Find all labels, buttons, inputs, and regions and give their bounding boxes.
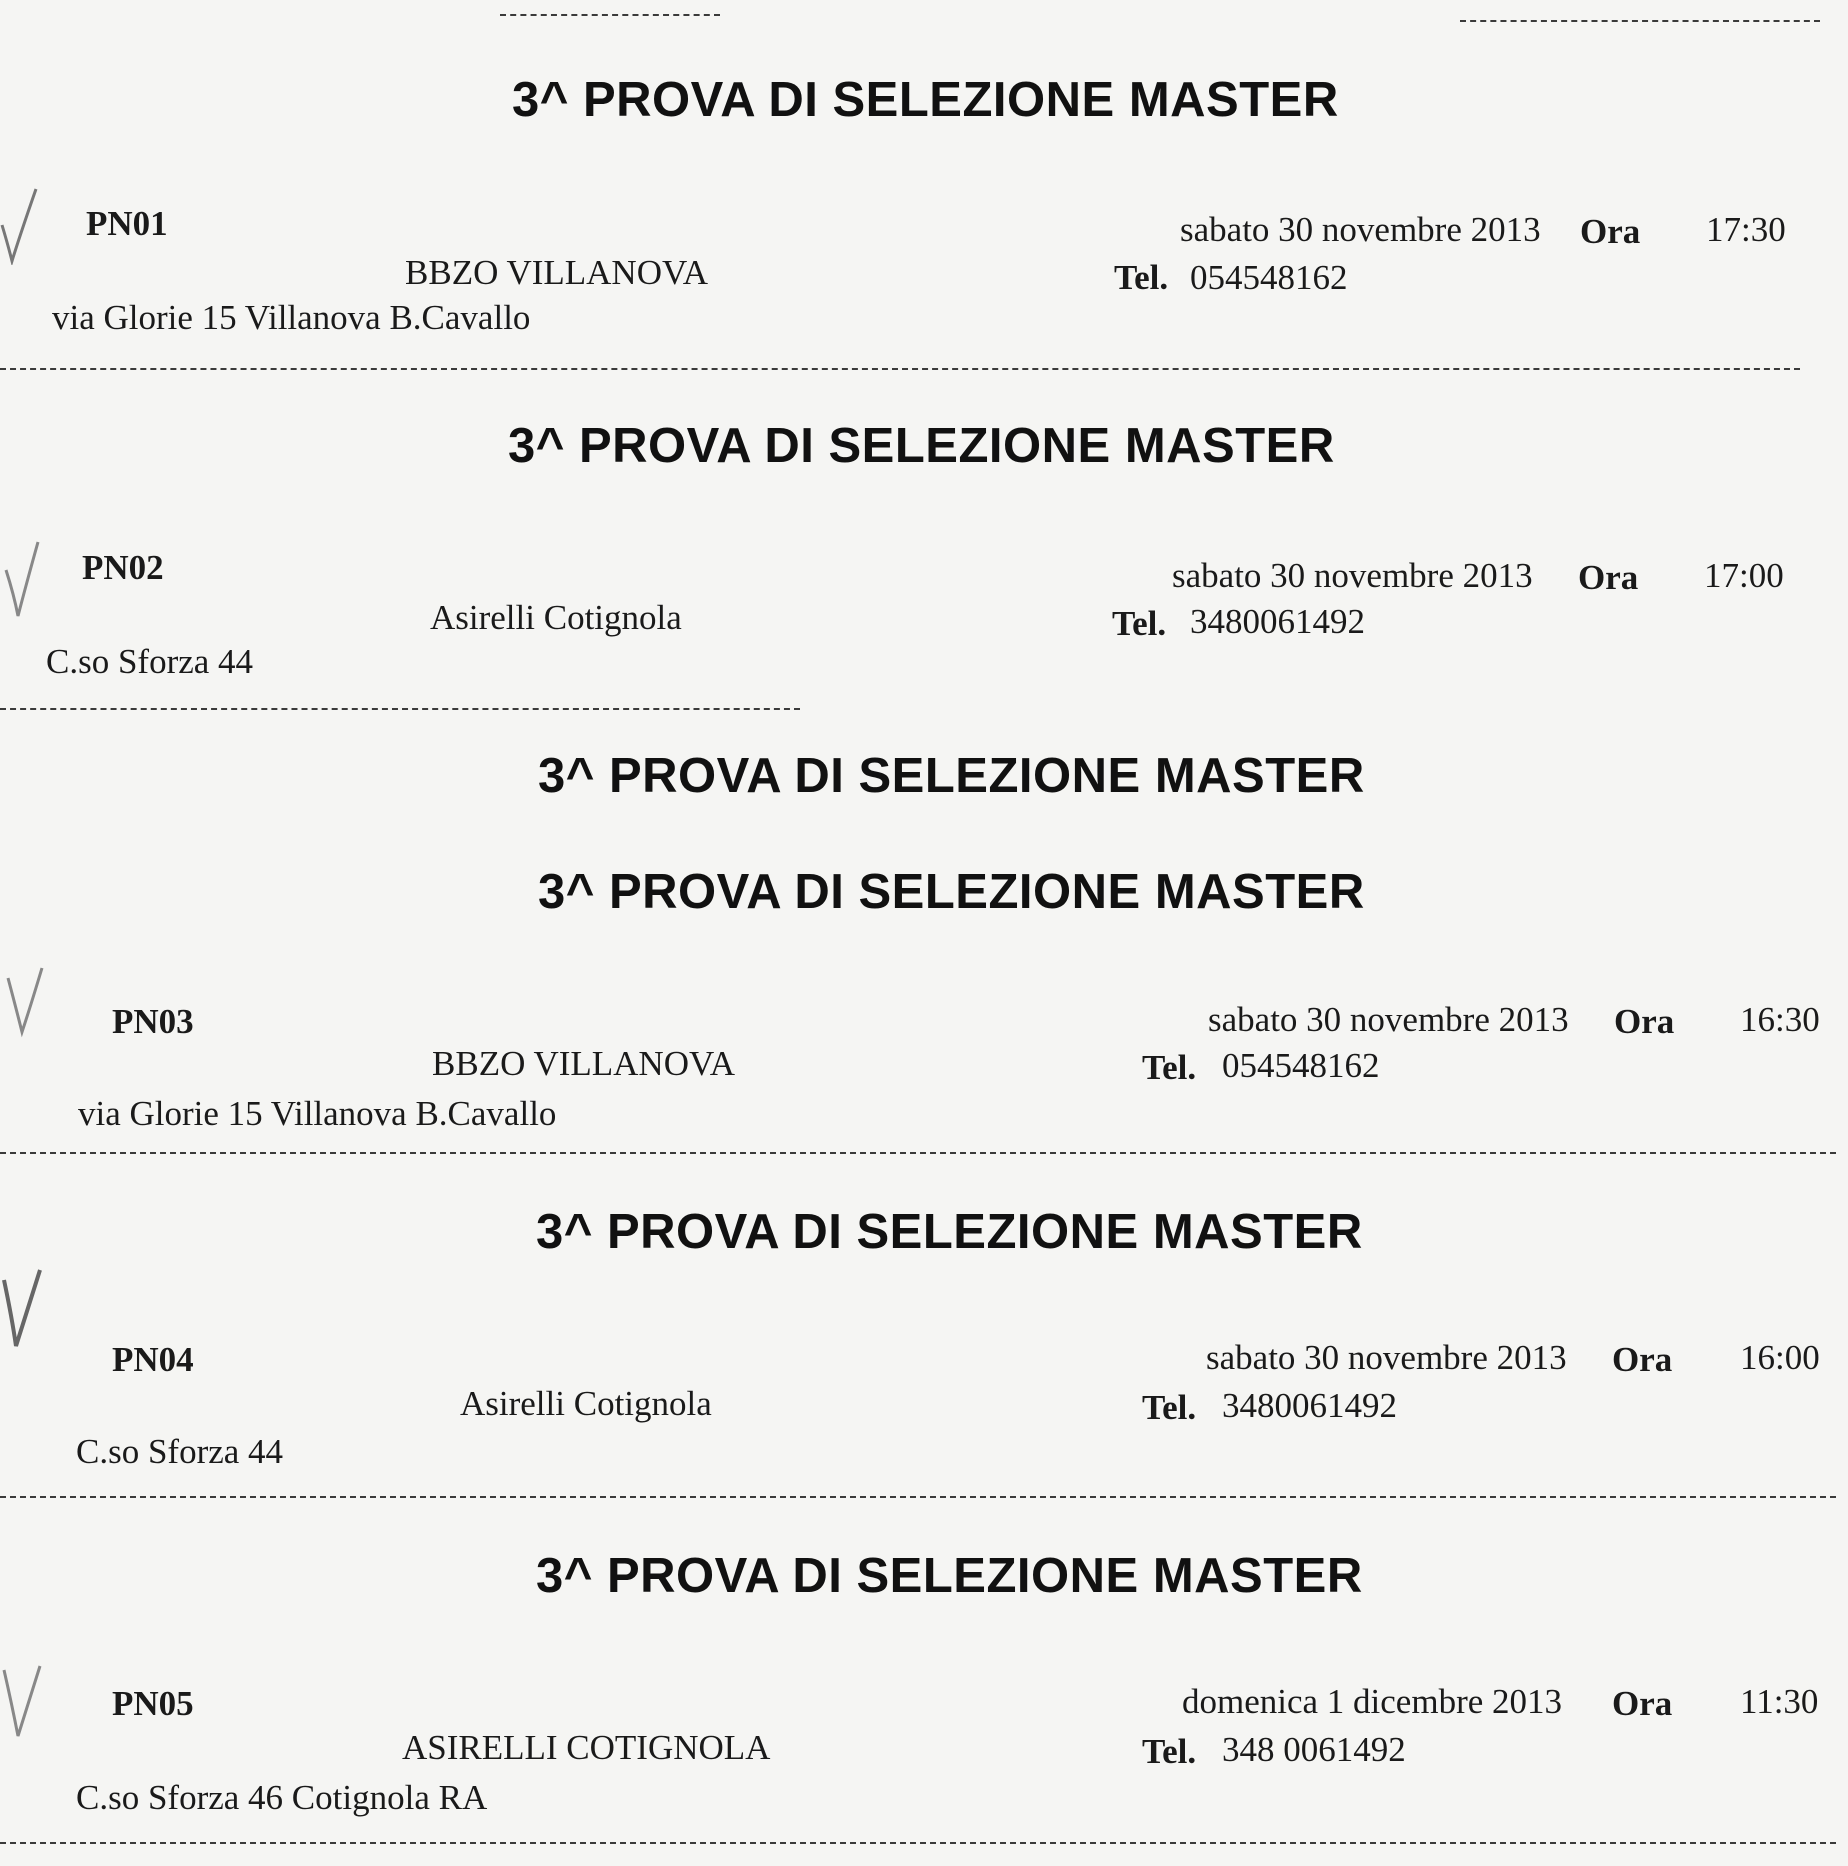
ticket-title: 3^ PROVA DI SELEZIONE MASTER bbox=[538, 749, 1365, 803]
handwritten-v-check-icon bbox=[2, 1268, 42, 1348]
handwritten-v-check-icon bbox=[0, 185, 40, 265]
phone-label: Tel. bbox=[1142, 1388, 1197, 1427]
ticket-code: PN05 bbox=[112, 1684, 194, 1723]
time-label: Ora bbox=[1614, 1002, 1675, 1041]
ticket-code: PN01 bbox=[86, 204, 168, 243]
ticket-code: PN02 bbox=[82, 548, 164, 587]
ticket-phone: 054548162 bbox=[1190, 258, 1348, 297]
ticket-date: domenica 1 dicembre 2013 bbox=[1182, 1682, 1563, 1721]
time-label: Ora bbox=[1612, 1340, 1673, 1379]
ticket-title: 3^ PROVA DI SELEZIONE MASTER bbox=[536, 1205, 1363, 1259]
ticket-time: 16:30 bbox=[1740, 1000, 1820, 1039]
cut-line bbox=[0, 1496, 1836, 1498]
ticket-time: 16:00 bbox=[1740, 1338, 1820, 1377]
ticket-phone: 3480061492 bbox=[1190, 602, 1365, 641]
ticket-date: sabato 30 novembre 2013 bbox=[1206, 1338, 1567, 1377]
handwritten-v-check-icon bbox=[4, 540, 44, 620]
cut-line bbox=[0, 368, 1800, 370]
phone-label: Tel. bbox=[1142, 1048, 1197, 1087]
ticket-title: 3^ PROVA DI SELEZIONE MASTER bbox=[512, 73, 1339, 127]
ticket-team: Asirelli Cotignola bbox=[460, 1384, 712, 1423]
ticket-phone: 348 0061492 bbox=[1222, 1730, 1406, 1769]
ticket-code: PN03 bbox=[112, 1002, 194, 1041]
phone-label: Tel. bbox=[1142, 1732, 1197, 1771]
ticket-code: PN04 bbox=[112, 1340, 194, 1379]
ticket-title: 3^ PROVA DI SELEZIONE MASTER bbox=[508, 419, 1335, 473]
ticket-title: 3^ PROVA DI SELEZIONE MASTER bbox=[538, 865, 1365, 919]
ticket-time: 17:00 bbox=[1704, 556, 1784, 595]
ticket-address: C.so Sforza 46 Cotignola RA bbox=[76, 1778, 488, 1817]
ticket-team: BBZO VILLANOVA bbox=[405, 253, 709, 292]
phone-label: Tel. bbox=[1114, 258, 1169, 297]
ticket-date: sabato 30 novembre 2013 bbox=[1172, 556, 1533, 595]
cut-line bbox=[0, 708, 800, 710]
cut-line bbox=[1460, 20, 1820, 22]
ticket-address: C.so Sforza 44 bbox=[46, 642, 254, 681]
cut-line bbox=[500, 14, 720, 16]
ticket-team: ASIRELLI COTIGNOLA bbox=[402, 1728, 771, 1767]
ticket-address: C.so Sforza 44 bbox=[76, 1432, 284, 1471]
ticket-title: 3^ PROVA DI SELEZIONE MASTER bbox=[536, 1549, 1363, 1603]
ticket-date: sabato 30 novembre 2013 bbox=[1208, 1000, 1569, 1039]
time-label: Ora bbox=[1612, 1684, 1673, 1723]
ticket-team: Asirelli Cotignola bbox=[430, 598, 682, 637]
ticket-address: via Glorie 15 Villanova B.Cavallo bbox=[78, 1094, 557, 1133]
phone-label: Tel. bbox=[1112, 604, 1167, 643]
ticket-phone: 3480061492 bbox=[1222, 1386, 1397, 1425]
cut-line bbox=[0, 1842, 1836, 1844]
ticket-team: BBZO VILLANOVA bbox=[432, 1044, 736, 1083]
handwritten-v-check-icon bbox=[2, 1660, 42, 1740]
time-label: Ora bbox=[1580, 212, 1641, 251]
ticket-date: sabato 30 novembre 2013 bbox=[1180, 210, 1541, 249]
ticket-time: 17:30 bbox=[1706, 210, 1786, 249]
handwritten-v-check-icon bbox=[6, 958, 46, 1038]
ticket-time: 11:30 bbox=[1740, 1682, 1819, 1721]
ticket-address: via Glorie 15 Villanova B.Cavallo bbox=[52, 298, 531, 337]
time-label: Ora bbox=[1578, 558, 1639, 597]
ticket-phone: 054548162 bbox=[1222, 1046, 1380, 1085]
cut-line bbox=[0, 1152, 1836, 1154]
